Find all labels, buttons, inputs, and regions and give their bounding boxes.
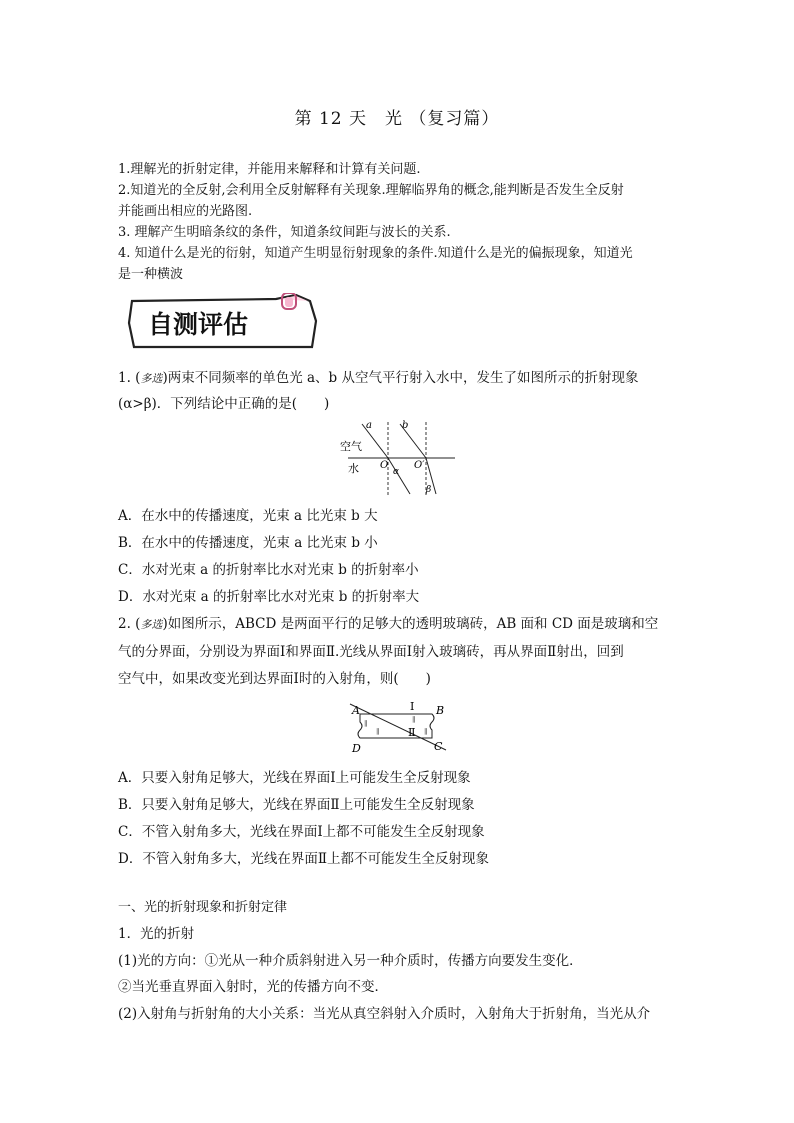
objective-line: 2.知道光的全反射,会利用全反射解释有关现象.理解临界角的概念,能判断是否发生全反射 xyxy=(118,183,624,198)
question-1-line xyxy=(118,368,678,389)
label-air: 空气 xyxy=(340,440,362,453)
label-C: C xyxy=(434,740,443,753)
note-line: (2)入射角与折射角的大小关系：当光从真空斜射入介质时，入射角大于折射角，当光从介 xyxy=(118,1006,651,1022)
page-title: 第 12 天 光 （复习篇） xyxy=(294,109,500,129)
section-heading: 一、光的折射现象和折射定律 xyxy=(118,900,288,915)
objective-line: 4. 知道什么是光的衍射，知道产生明显衍射现象的条件.知道什么是光的偏振现象，知道光 xyxy=(118,246,633,261)
label-o: O xyxy=(380,460,389,471)
label-b: b xyxy=(402,420,409,431)
objective-line: 是一种横波 xyxy=(118,267,184,282)
option-a: A．只要入射角足够大，光线在界面Ⅰ上可能发生全反射现象 xyxy=(118,770,471,786)
label-interface-2: Ⅱ xyxy=(408,726,416,739)
label-alpha: α xyxy=(393,467,400,477)
banner-text: 自测评估 xyxy=(148,310,249,339)
label-o-prime: O′ xyxy=(414,460,425,471)
question-number: 2. ( xyxy=(118,616,141,632)
glass-slab-figure xyxy=(346,696,450,754)
question-2-line: 空气中，如果改变光到达界面Ⅰ时的入射角，则( ) xyxy=(118,671,431,687)
option-d: D．不管入射角多大，光线在界面Ⅱ上都不可能发生全反射现象 xyxy=(118,851,489,867)
label-water: 水 xyxy=(348,462,359,475)
svg-text:∥: ∥ xyxy=(412,716,416,724)
option-b: B．只要入射角足够大，光线在界面Ⅱ上可能发生全反射现象 xyxy=(118,797,475,813)
label-a: a xyxy=(366,420,372,431)
objective-line: 1.理解光的折射定律，并能用来解释和计算有关问题. xyxy=(118,162,421,177)
question-1-line: (α>β)．下列结论中正确的是( ) xyxy=(118,396,330,412)
option-c: C．不管入射角多大，光线在界面Ⅰ上都不可能发生全反射现象 xyxy=(118,824,485,840)
option-a: A．在水中的传播速度，光束 a 比光束 b 大 xyxy=(118,508,378,524)
question-2-line: 气的分界面，分别设为界面Ⅰ和界面Ⅱ.光线从界面Ⅰ射入玻璃砖，再从界面Ⅱ射出，回到 xyxy=(118,644,624,660)
question-2-line xyxy=(118,614,678,635)
question-tag: 多选 xyxy=(140,618,163,631)
label-A: A xyxy=(352,704,360,717)
objective-line: 3. 理解产生明暗条纹的条件，知道条纹间距与波长的关系. xyxy=(118,225,451,240)
option-d: D．水对光束 a 的折射率比水对光束 b 的折射率大 xyxy=(118,589,420,605)
option-c: C．水对光束 a 的折射率比水对光束 b 的折射率小 xyxy=(118,562,419,578)
svg-text:∥: ∥ xyxy=(364,720,368,728)
note-line: ②当光垂直界面入射时，光的传播方向不变． xyxy=(118,979,388,995)
svg-text:∥: ∥ xyxy=(424,728,428,736)
label-B: B xyxy=(436,704,445,717)
self-assessment-banner xyxy=(126,293,322,351)
label-interface-1: Ⅰ xyxy=(410,700,415,713)
subsection-heading: 1．光的折射 xyxy=(118,926,195,942)
label-D: D xyxy=(352,742,361,754)
question-text: )如图所示，ABCD 是两面平行的足够大的透明玻璃砖，AB 面和 CD 面是玻璃和空 xyxy=(162,616,659,632)
option-b: B．在水中的传播速度，光束 a 比光束 b 小 xyxy=(118,535,378,551)
question-tag: 多选 xyxy=(140,372,163,385)
question-text: )两束不同频率的单色光 a、b 从空气平行射入水中，发生了如图所示的折射现象 xyxy=(162,370,639,386)
svg-text:∥: ∥ xyxy=(376,728,380,736)
objective-line: 并能画出相应的光路图. xyxy=(118,204,253,219)
note-line: (1)光的方向：①光从一种介质斜射进入另一种介质时，传播方向要发生变化． xyxy=(118,953,583,969)
label-beta: β xyxy=(426,485,432,495)
refraction-figure xyxy=(330,418,465,498)
question-number: 1. ( xyxy=(118,370,141,386)
